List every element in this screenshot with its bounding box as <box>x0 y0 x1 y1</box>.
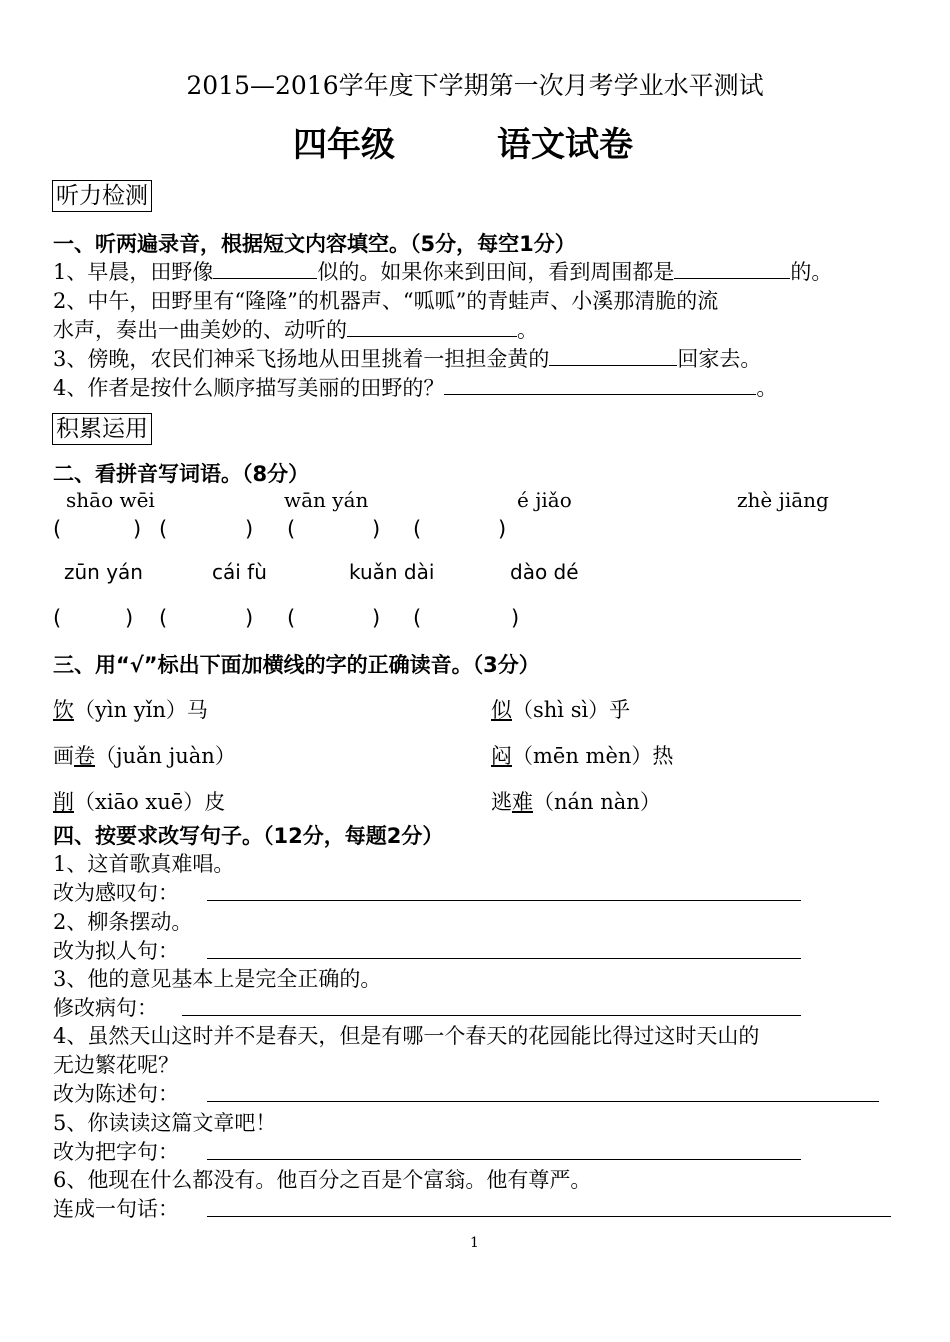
answer-paren-open: ( <box>53 606 62 630</box>
blank-field[interactable] <box>347 317 517 337</box>
answer-paren-close: ) <box>498 517 507 541</box>
section-usage-heading: 积累运用 <box>52 413 152 445</box>
question-4-title: 四、按要求改写句子。（12分，每题2分） <box>53 824 444 848</box>
q4-sentence-6: 6、他现在什么都没有。他百分之百是个富翁。他有尊严。 <box>53 1168 592 1192</box>
section-listening-heading: 听力检测 <box>52 180 152 212</box>
answer-paren-close: ) <box>125 606 134 630</box>
q1-item-2: 2、中午，田野里有“隆隆”的机器声、“呱呱”的青蛙声、小溪那清脆的流 <box>53 289 719 313</box>
q1-item-3: 3、傍晚，农民们神采飞扬地从田里挑着一担担金黄的 回家去。 <box>53 347 762 371</box>
q4-prompt-1: 改为感叹句： <box>53 881 179 905</box>
pinyin-8: dào dé <box>510 560 579 584</box>
subject-label: 语文试卷 <box>497 125 633 165</box>
blank-field[interactable] <box>444 375 756 395</box>
pinyin-5: zūn yán <box>64 560 143 584</box>
q4-sentence-2: 2、柳条摆动。 <box>53 910 193 934</box>
answer-paren-open: ( <box>287 606 296 630</box>
blank-field[interactable] <box>674 259 790 279</box>
q3-item[interactable]: 闷（mēn mèn）热 <box>491 744 674 768</box>
answer-paren-open: ( <box>413 517 422 541</box>
q4-prompt-4: 改为陈述句： <box>53 1082 179 1106</box>
answer-paren-close: ) <box>133 517 142 541</box>
pinyin-6: cái fù <box>212 560 267 584</box>
q1-item-4: 4、作者是按什么顺序描写美丽的田野的？ 。 <box>53 376 778 400</box>
answer-line[interactable] <box>182 1015 801 1016</box>
q3-item[interactable]: 饮（yìn yǐn）马 <box>53 698 208 722</box>
pinyin-4: zhè jiāng <box>737 488 829 512</box>
answer-line[interactable] <box>207 1216 891 1217</box>
q4-prompt-6: 连成一句话： <box>53 1197 179 1221</box>
q1-item-2-cont: 水声，奏出一曲美妙的、动听的 。 <box>53 318 538 342</box>
answer-paren-close: ) <box>372 606 381 630</box>
answer-paren-close: ) <box>245 606 254 630</box>
exam-title: 2015—2016学年度下学期第一次月考学业水平测试 <box>186 71 764 100</box>
answer-paren-open: ( <box>413 606 422 630</box>
pinyin-2: wān yán <box>284 488 369 512</box>
q3-item[interactable]: 削（xiāo xuē）皮 <box>53 790 226 814</box>
answer-line[interactable] <box>207 900 801 901</box>
answer-paren-open: ( <box>287 517 296 541</box>
q4-sentence-5: 5、你读读这篇文章吧！ <box>53 1111 277 1135</box>
answer-paren-close: ) <box>511 606 520 630</box>
answer-paren-open: ( <box>53 517 62 541</box>
q1-item-1: 1、早晨，田野像 似的。如果你来到田间，看到周围都是 的。 <box>53 260 833 284</box>
q4-prompt-3: 修改病句： <box>53 996 158 1020</box>
answer-paren-open: ( <box>159 606 168 630</box>
answer-line[interactable] <box>207 1159 801 1160</box>
answer-paren-close: ) <box>245 517 254 541</box>
answer-paren-close: ) <box>372 517 381 541</box>
blank-field[interactable] <box>549 346 677 366</box>
pinyin-3: é jiǎo <box>517 488 572 512</box>
page-number: 1 <box>470 1235 479 1251</box>
q4-sentence-3: 3、他的意见基本上是完全正确的。 <box>53 967 382 991</box>
grade-label: 四年级 <box>293 125 395 165</box>
pinyin-1: shāo wēi <box>66 488 155 512</box>
question-3-title: 三、用“√”标出下面加横线的字的正确读音。（3分） <box>53 653 540 677</box>
q4-sentence-4-cont: 无边繁花呢？ <box>53 1053 179 1077</box>
answer-paren-open: ( <box>159 517 168 541</box>
q4-sentence-1: 1、这首歌真难唱。 <box>53 852 235 876</box>
q4-prompt-5: 改为把字句： <box>53 1140 179 1164</box>
q3-item[interactable]: 似（shì sì）乎 <box>491 698 631 722</box>
question-2-title: 二、看拼音写词语。（8分） <box>53 462 310 486</box>
pinyin-7: kuǎn dài <box>349 560 435 584</box>
q3-item[interactable]: 逃难（nán nàn） <box>491 790 661 814</box>
blank-field[interactable] <box>213 259 317 279</box>
answer-line[interactable] <box>207 958 801 959</box>
question-1-title: 一、听两遍录音，根据短文内容填空。（5分，每空1分） <box>53 232 576 256</box>
answer-line[interactable] <box>207 1101 879 1102</box>
q4-sentence-4: 4、虽然天山这时并不是春天，但是有哪一个春天的花园能比得过这时天山的 <box>53 1024 760 1048</box>
q4-prompt-2: 改为拟人句： <box>53 939 179 963</box>
q3-item[interactable]: 画卷（juǎn juàn） <box>53 744 236 768</box>
